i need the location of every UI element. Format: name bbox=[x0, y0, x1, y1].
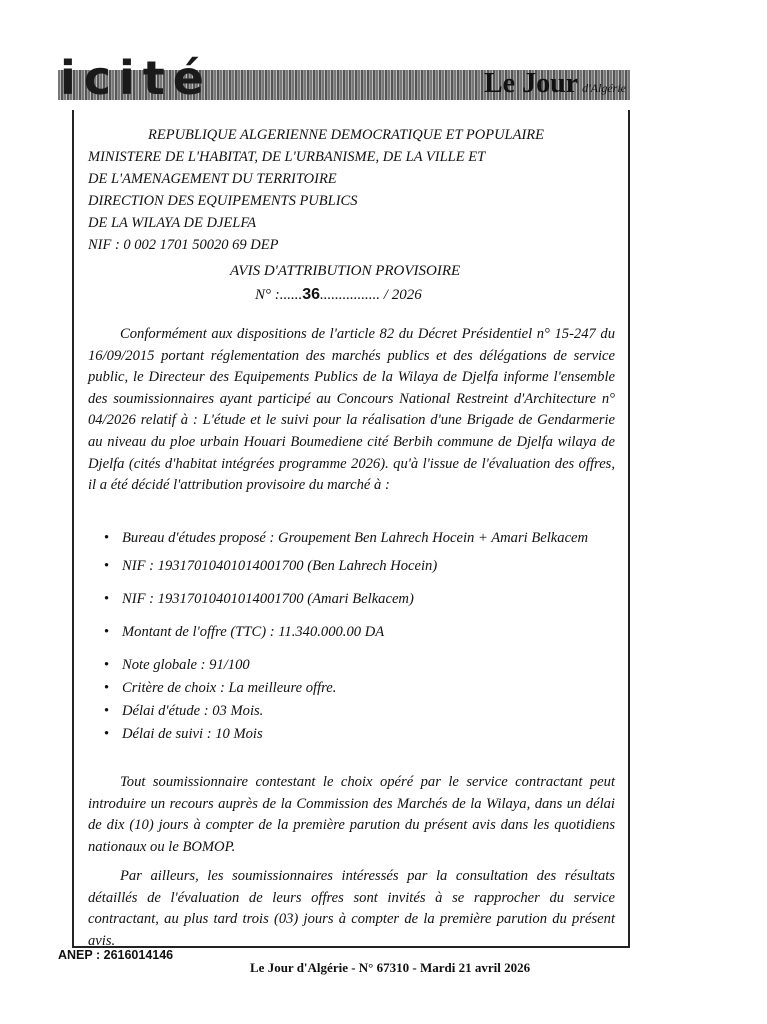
list-item: • NIF : 19317010401014001700 (Amari Belkacem) bbox=[104, 589, 616, 609]
list-item: • Délai d'étude : 03 Mois. bbox=[104, 701, 616, 721]
appeal-paragraph: Tout soumissionnaire contestant le choix opéré par le service contractant peut introduire un recours auprès de la Commission des Marchés de la Wilaya, dans un délai de dix (10) jours à compter de la première parution du présent avis dans les quotidiens nationaux ou le BOMOP. bbox=[88, 774, 615, 855]
header-line: MINISTERE DE L'HABITAT, DE L'URBANISME, DE LA VILLE ET bbox=[88, 149, 486, 165]
list-item: • Critère de choix : La meilleure offre. bbox=[104, 678, 616, 698]
header-line: DE LA WILAYA DE DJELFA bbox=[88, 215, 257, 231]
masthead bbox=[58, 52, 630, 104]
newspaper-brand-sub: d'Algérie bbox=[582, 81, 626, 95]
list-item: • Montant de l'offre (TTC) : 11.340.000.00 DA bbox=[104, 622, 616, 642]
section-title: icité bbox=[60, 51, 212, 105]
list-item: • Bureau d'études proposé : Groupement Ben Lahrech Hocein + Amari Belkacem bbox=[104, 528, 616, 548]
list-item: • Note globale : 91/100 bbox=[104, 655, 616, 675]
newspaper-logo bbox=[484, 68, 626, 100]
consultation-paragraph: Par ailleurs, les soumissionnaires intéressés par la consultation des résultats détaillés de l'évaluation de leurs offres sont invités à se rapprocher du service contractant, au plus tard trois (03) jours à compter de la première parution du présent avis. bbox=[88, 868, 615, 949]
intro-paragraph: Conformément aux dispositions de l'article 82 du Décret Présidentiel n° 15-247 du 16/09/2015 portant réglementation des marchés publics et des délégations de service public, le Directeur des Equipements Publics de la Wilaya de Djelfa informe l'ensemble des soumissionnaires ayant participé au Concours National Restreint d'Architecture n° 04/2026 relatif à : L'étude et le suivi pour la réalisation d'une Brigade de Gendarmerie au niveau du ploe urbain Houari Boumediene cité Berbih commune de Djelfa wilaya de Djelfa (cités d'habitat intégrées programme 2026). qu'à l'issue de l'évaluation des offres, il a été décidé l'attribution provisoire du marché à : bbox=[88, 326, 615, 494]
award-details-list bbox=[104, 528, 616, 744]
header-line: NIF : 0 002 1701 50020 69 DEP bbox=[88, 237, 279, 253]
notice-number-prefix: N° :...... bbox=[255, 287, 303, 303]
list-item: • Délai de suivi : 10 Mois bbox=[104, 724, 616, 744]
header-line: DE L'AMENAGEMENT DU TERRITOIRE bbox=[88, 171, 337, 187]
notice-number-suffix: ................ / 2026 bbox=[320, 287, 422, 303]
header-line: DIRECTION DES EQUIPEMENTS PUBLICS bbox=[88, 193, 358, 209]
notice-number-value: 36 bbox=[302, 286, 321, 303]
list-item: • NIF : 19317010401014001700 (Ben Lahrech Hocein) bbox=[104, 556, 616, 576]
notice-title: AVIS D'ATTRIBUTION PROVISOIRE bbox=[230, 263, 461, 279]
issuer-header bbox=[88, 124, 618, 256]
header-line: REPUBLIQUE ALGERIENNE DEMOCRATIQUE ET POPULAIRE bbox=[148, 127, 545, 143]
newspaper-footer: Le Jour d'Algérie - N° 67310 - Mardi 21 avril 2026 bbox=[250, 960, 531, 975]
notice-number bbox=[255, 286, 422, 304]
newspaper-brand: Le Jour bbox=[484, 68, 579, 99]
anep-reference: ANEP : 2616014146 bbox=[58, 948, 174, 962]
